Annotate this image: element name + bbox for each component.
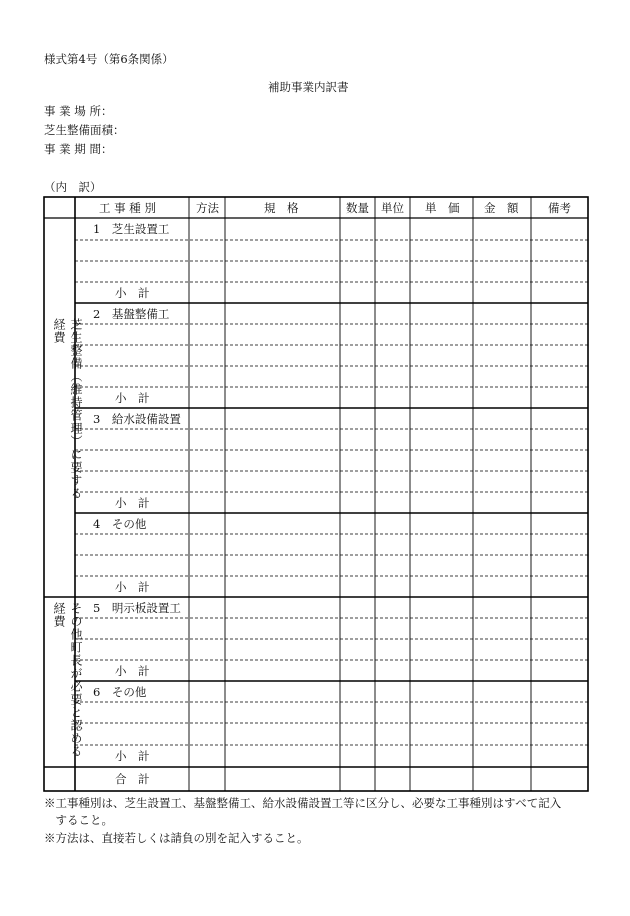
header-remarks: 備考	[548, 201, 571, 215]
document-title: 補助事業内訳書	[268, 80, 349, 94]
item-title-signboard: 5 明示板設置工	[93, 601, 181, 615]
header-quantity: 数量	[346, 201, 369, 215]
header-method: 方法	[196, 201, 219, 215]
total-label: 合 計	[115, 772, 150, 786]
item-title-base-preparation: 2 基盤整備工	[93, 307, 170, 321]
subtotal-label: 小 計	[115, 286, 150, 300]
group-label-other-approved: その他町長が必要と認める経費	[52, 602, 83, 758]
item-title-water-supply: 3 給水設備設置	[93, 412, 181, 426]
header-amount: 金 額	[484, 201, 519, 215]
breakdown-label: （内 訳）	[44, 180, 102, 194]
group-label-lawn-maintenance: 芝生整備（維持管理）に要する経費	[52, 318, 83, 500]
item-title-lawn-installation: 1 芝生設置工	[93, 222, 170, 236]
field-label: 事 業 場 所：	[44, 104, 113, 118]
subtotal-label: 小 計	[115, 749, 150, 763]
header-unit: 単位	[381, 201, 404, 215]
header-unit-price: 単 価	[425, 201, 460, 215]
note-work-type-continued: すること。	[44, 813, 113, 827]
field-label: 事 業 期 間：	[44, 142, 113, 156]
note-method: ※方法は、直接若しくは請負の別を記入すること。	[44, 831, 309, 845]
item-title-other-2: 6 その他	[93, 685, 147, 699]
item-title-other: 4 その他	[93, 517, 147, 531]
field-label: 芝生整備面積：	[44, 123, 125, 137]
form-number: 様式第4号（第6条関係）	[44, 52, 174, 66]
subtotal-label: 小 計	[115, 664, 150, 678]
subtotal-label: 小 計	[115, 391, 150, 405]
subtotal-label: 小 計	[115, 496, 150, 510]
header-specification: 規 格	[264, 201, 299, 215]
note-work-type: ※工事種別は、芝生設置工、基盤整備工、給水設備設置工等に区分し、必要な工事種別はすべて記入	[44, 796, 562, 810]
header-work-type: 工 事 種 別	[99, 201, 156, 215]
subtotal-label: 小 計	[115, 580, 150, 594]
